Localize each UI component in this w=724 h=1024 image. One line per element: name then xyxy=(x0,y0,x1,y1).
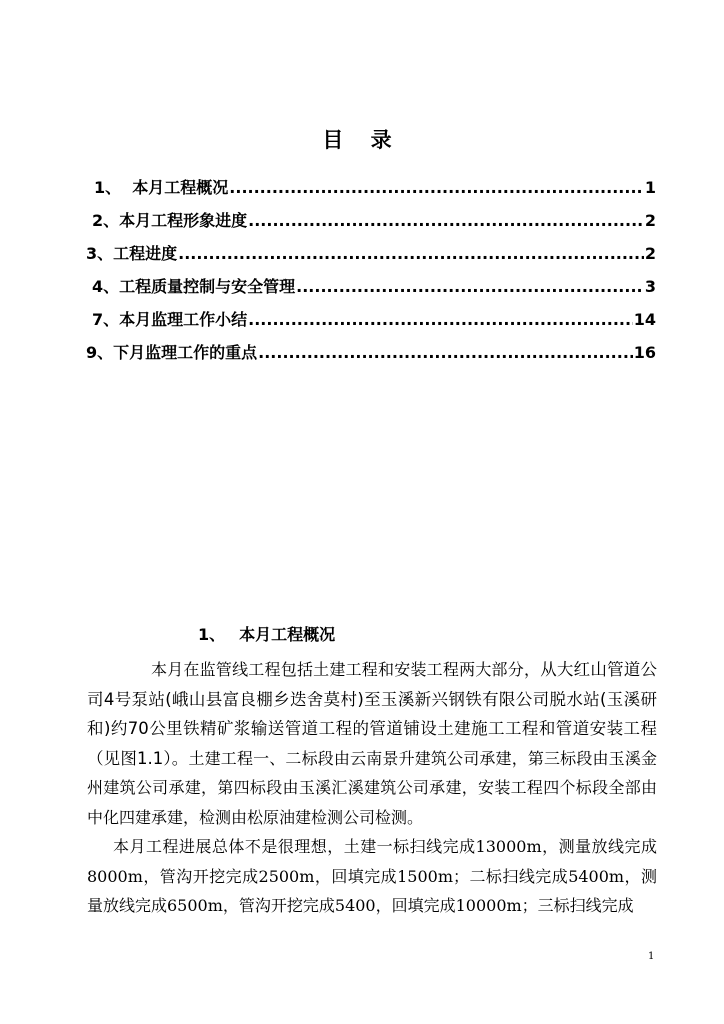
toc-entry-page: 16 xyxy=(633,343,656,362)
toc-entry[interactable] xyxy=(86,244,656,264)
body-text xyxy=(87,655,657,921)
toc-entry-label: 2、本月工程形象进度 xyxy=(92,211,248,230)
toc-entry-label: 3、工程进度 xyxy=(86,244,178,263)
paragraph-text-emphasis: 从大红山管道公司4号泵站(峨山县富良棚乡迭舍莫村)至玉溪新兴钢铁有限公司脱水站(玉溪研和)约70公里铁精矿浆输送管道工程的管道铺设土建施工工程和管道安装工程（见图1.1）。 xyxy=(87,660,658,768)
toc-title: 目 录 xyxy=(322,128,402,152)
toc-entry[interactable] xyxy=(92,211,656,231)
toc-entry[interactable] xyxy=(86,343,656,363)
toc-entry-page: 1 xyxy=(644,178,656,197)
paragraph-text: 本月在监管线工程包括土建工程和安装工程两大部分， xyxy=(151,660,541,679)
paragraph-text: 土建工程一、二标段由云南景升建筑公司承建，第三标段由玉溪金州建筑公司承建，第四标段由玉溪汇溪建筑公司承建，安装工程四个标段全部由中化四建承建，检测由松原油建检测公司检测。 xyxy=(87,748,657,827)
paragraph xyxy=(87,655,657,832)
toc-dot-leader xyxy=(258,343,633,363)
toc-entry[interactable] xyxy=(94,178,656,198)
toc-dot-leader xyxy=(229,178,644,198)
toc-dot-leader xyxy=(248,211,644,231)
toc-entry-page: 2 xyxy=(644,244,656,263)
section-title: 本月工程概况 xyxy=(239,625,336,644)
toc-dot-leader xyxy=(178,244,644,264)
toc-entry-page: 2 xyxy=(644,211,656,230)
section-number: 1、 xyxy=(198,625,226,644)
toc-entry-label: 9、下月监理工作的重点 xyxy=(86,343,258,362)
section-heading xyxy=(198,622,335,645)
toc-entry-page: 3 xyxy=(644,277,656,296)
page-number: 1 xyxy=(648,951,655,962)
toc-entry[interactable] xyxy=(92,277,656,297)
toc-entry-label: 4、工程质量控制与安全管理 xyxy=(92,277,296,296)
toc-dot-leader xyxy=(248,310,633,330)
toc-entry-label: 1、 本月工程概况 xyxy=(94,178,229,197)
toc-entry[interactable] xyxy=(92,310,656,330)
toc-entry-page: 14 xyxy=(633,310,656,329)
toc-dot-leader xyxy=(296,277,644,297)
toc-entry-label: 7、本月监理工作小结 xyxy=(92,310,248,329)
paragraph: 本月工程进展总体不是很理想，土建一标扫线完成13000m，测量放线完成8000m，管沟开挖完成2500m，回填完成1500m；二标扫线完成5400m，测量放线完成6500m，管沟开挖完成5400，回填完成10000m；三标扫线完成 xyxy=(87,837,657,915)
